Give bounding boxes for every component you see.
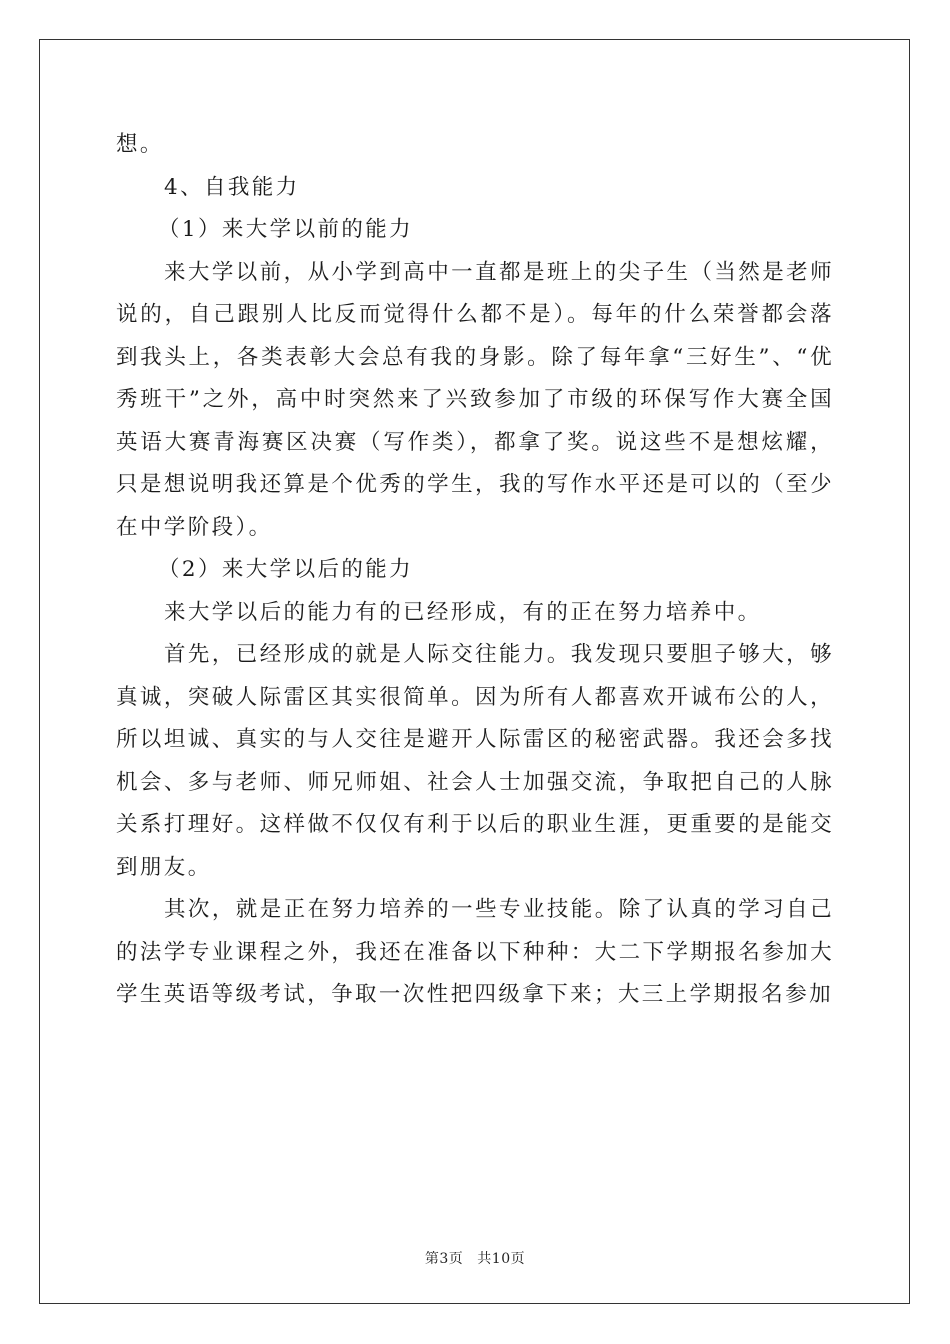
paragraph-continuation: 想。 bbox=[116, 132, 164, 157]
page-footer bbox=[0, 1248, 950, 1268]
page-number: 第3页 bbox=[424, 1251, 464, 1267]
subsection-heading: （2）来大学以后的能力 bbox=[158, 557, 414, 582]
paragraph: 来大学以前，从小学到高中一直都是班上的尖子生（当然是老师说的，自己跟别人比反而觉得什么都不是）。每年的什么荣誉都会落到我头上，各类表彰大会总有我的身影。除了每年拿“三好生”、“优秀班干”之外，高中时突然来了兴致参加了市级的环保写作大赛全国英语大赛青海赛区决赛（写作类），都拿了奖。说这些不是想炫耀，只是想说明我还算是个优秀的学生，我的写作水平还是可以的（至少在中学阶段）。 bbox=[116, 259, 834, 540]
page-total: 共10页 bbox=[477, 1251, 526, 1267]
section-heading: 4、自我能力 bbox=[164, 174, 300, 200]
document-body bbox=[116, 124, 834, 1017]
paragraph: 来大学以后的能力有的已经形成，有的正在努力培养中。 bbox=[164, 599, 762, 625]
subsection-heading: （1）来大学以前的能力 bbox=[158, 217, 414, 242]
paragraph: 其次，就是正在努力培养的一些专业技能。除了认真的学习自己的法学专业课程之外，我还在准备以下种种：大二下学期报名参加大学生英语等级考试，争取一次性把四级拿下来；大三上学期报名参加 bbox=[116, 897, 834, 1007]
paragraph: 首先，已经形成的就是人际交往能力。我发现只要胆子够大，够真诚，突破人际雷区其实很简单。因为所有人都喜欢开诚布公的人，所以坦诚、真实的与人交往是避开人际雷区的秘密武器。我还会多找机会、多与老师、师兄师姐、社会人士加强交流，争取把自己的人脉关系打理好。这样做不仅仅有利于以后的职业生涯，更重要的是能交到朋友。 bbox=[116, 642, 834, 880]
